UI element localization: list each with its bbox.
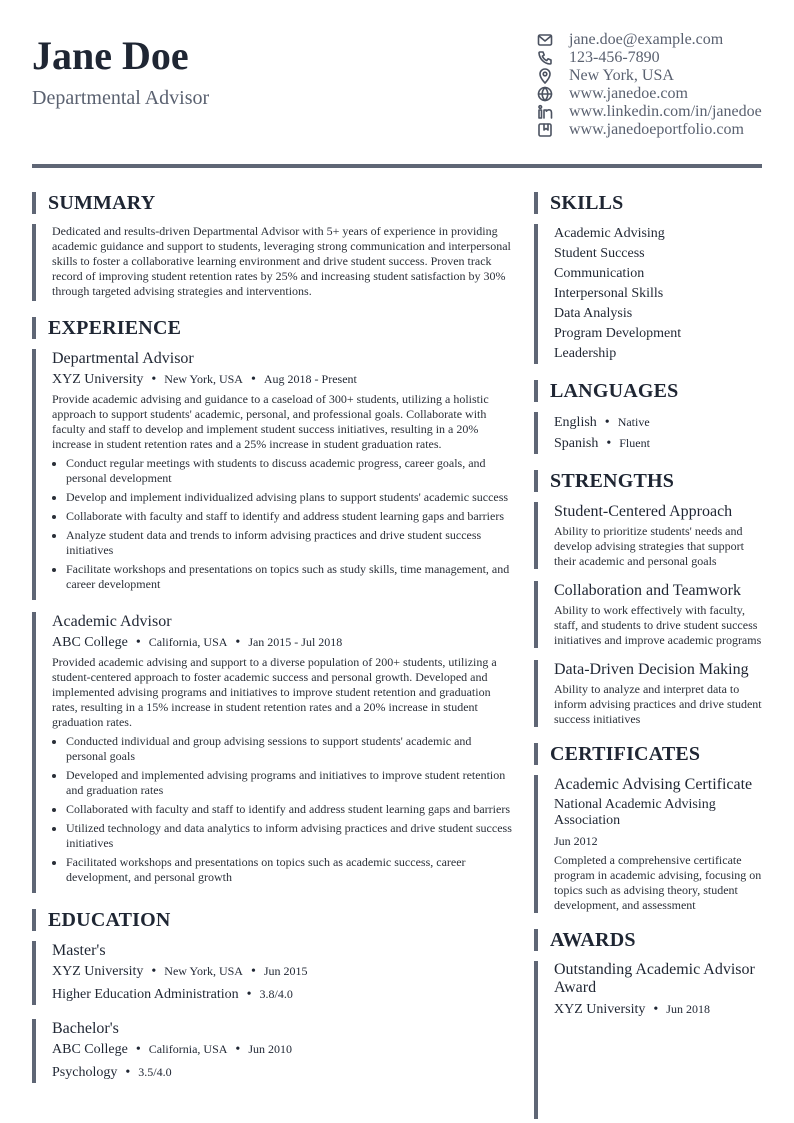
job-bullet: • Conduct regular meetings with students to discuss academic progress, career goals, and personal development (66, 456, 512, 486)
skill-item: Interpersonal Skills (554, 286, 664, 301)
education-date: Jun 2010 (248, 1042, 292, 1056)
portfolio-icon (536, 121, 554, 139)
award-title: Outstanding Academic Advisor Award (554, 961, 755, 996)
separator-dot: • (135, 635, 141, 650)
separator-dot: • (606, 436, 612, 451)
contact-phone-text[interactable]: 123-456-7890 (569, 49, 660, 66)
strengths-heading: STRENGTHS (534, 470, 762, 492)
contact-email[interactable] (536, 31, 786, 49)
contact-email-text[interactable]: jane.doe@example.com (569, 31, 724, 48)
award-meta (554, 999, 762, 1020)
education-degree: Master's (52, 942, 106, 959)
left-column (32, 192, 512, 1097)
separator-dot: • (125, 1065, 131, 1080)
language-name: Spanish (554, 436, 599, 451)
languages-heading: LANGUAGES (534, 380, 762, 402)
certificates-heading: CERTIFICATES (534, 743, 762, 765)
job-bullet: • Conducted individual and group advising sessions to support students' academic and personal goals (66, 734, 512, 764)
skill-item: Program Development (554, 326, 682, 341)
separator-dot: • (250, 964, 256, 979)
education-entry (32, 1019, 512, 1083)
job-bullet: • Develop and implement individualized advising plans to support students' academic success (66, 490, 512, 505)
job-location: California, USA (148, 635, 228, 649)
contact-linkedin[interactable] (536, 103, 786, 121)
candidate-title: Departmental Advisor (32, 87, 210, 109)
language-level: Native (617, 415, 650, 429)
language-item (554, 433, 762, 454)
education-location: New York, USA (164, 964, 243, 978)
language-item (554, 412, 762, 433)
strength-item (534, 660, 762, 727)
strength-description: Ability to work effectively with faculty, staff, and students to drive student success initiatives and improve academic programs (554, 603, 762, 647)
education-school: XYZ University (52, 964, 144, 979)
job-bullet: • Utilized technology and data analytics to inform advising practices and drive student success initiatives (66, 821, 512, 851)
language-name: English (554, 415, 597, 430)
job-description: Provide academic advising and guidance to a caseload of 300+ students, utilizing a holistic approach to support students' academic, personal, and professional goals. Collaborate with faculty and staff to develop and implement student success initiatives, resulting in a 20% increase in student retention rates and a 25% increase in student graduation rates. (52, 392, 489, 451)
job-dates: Aug 2018 - Present (263, 372, 357, 386)
summary-heading: SUMMARY (32, 192, 512, 214)
contact-location-text: New York, USA (569, 67, 674, 84)
candidate-name: Jane Doe (32, 33, 189, 78)
education-field: Psychology (52, 1065, 118, 1080)
strength-description: Ability to analyze and interpret data to inform advising practices and drive student success initiatives (554, 682, 762, 726)
header-divider (32, 164, 762, 168)
contact-website[interactable] (536, 85, 786, 103)
job-title: Departmental Advisor (52, 350, 194, 367)
separator-dot: • (235, 635, 241, 650)
job-bullets (52, 456, 512, 592)
job-bullet: • Analyze student data and trends to inform advising practices and drive student success initiatives (66, 528, 512, 558)
skill-item: Academic Advising (554, 226, 665, 241)
job-company: XYZ University (52, 372, 144, 387)
education-field-row (52, 1062, 512, 1083)
skill-item: Leadership (554, 346, 617, 361)
strength-item (534, 581, 762, 648)
education-entry (32, 941, 512, 1005)
skill-item: Communication (554, 266, 645, 281)
separator-dot: • (246, 987, 252, 1002)
job-company: ABC College (52, 635, 128, 650)
job-bullet: • Collaborated with faculty and staff to identify and address student learning gaps and barriers (66, 802, 512, 817)
education-gpa: 3.8/4.0 (259, 987, 293, 1001)
contact-location (536, 67, 786, 85)
right-column (534, 192, 762, 1119)
separator-dot: • (250, 372, 256, 387)
separator-dot: • (235, 1042, 241, 1057)
strength-title: Data-Driven Decision Making (554, 661, 749, 678)
certificate-title: Academic Advising Certificate (554, 776, 753, 793)
separator-dot: • (604, 415, 610, 430)
separator-dot: • (653, 1002, 659, 1017)
certificate-item (534, 775, 762, 913)
summary-text: Dedicated and results-driven Departmental Advisor with 5+ years of experience in providing academic guidance and support to students, leveraging strong communication and interpersonal skills to foster a collaborative learning environment and drive student success. Proven track record of improving student retention rates by 25% and increasing student satisfaction by 30% through targeted advising strategies and interventions. (52, 224, 511, 298)
award-issuer: XYZ University (554, 1002, 646, 1017)
contact-list (536, 31, 786, 139)
contact-portfolio[interactable] (536, 121, 786, 139)
education-date: Jun 2015 (263, 964, 308, 978)
job-dates: Jan 2015 - Jul 2018 (248, 635, 343, 649)
education-field-row (52, 984, 512, 1005)
phone-icon (536, 49, 554, 67)
education-degree: Bachelor's (52, 1020, 119, 1037)
contact-portfolio-link[interactable]: www.janedoeportfolio.com (569, 121, 744, 138)
education-heading: EDUCATION (32, 909, 512, 931)
skill-item: Student Success (554, 246, 645, 261)
language-level: Fluent (619, 436, 650, 450)
strength-title: Collaboration and Teamwork (554, 582, 741, 599)
skills-heading: SKILLS (534, 192, 762, 214)
experience-heading: EXPERIENCE (32, 317, 512, 339)
job-bullet: • Facilitated workshops and presentations on topics such as academic success, career development, and personal growth (66, 855, 512, 885)
job-bullet: • Facilitate workshops and presentations on topics such as study skills, time management, and career development (66, 562, 512, 592)
award-date: Jun 2018 (666, 1002, 710, 1016)
separator-dot: • (135, 1042, 141, 1057)
job-bullet: • Collaborate with faculty and staff to identify and address student learning gaps and barriers (66, 509, 512, 524)
skills-section (534, 224, 762, 364)
contact-phone[interactable] (536, 49, 786, 67)
award-item (534, 961, 762, 1119)
strength-item (534, 502, 762, 569)
awards-heading: AWARDS (534, 929, 762, 951)
strength-description: Ability to prioritize students' needs and develop advising strategies that support their academic and personal goals (554, 524, 744, 568)
education-field: Higher Education Administration (52, 987, 239, 1002)
languages-section (534, 412, 762, 454)
contact-linkedin-link[interactable]: www.linkedin.com/in/janedoe (569, 103, 762, 120)
job-meta (52, 369, 512, 390)
job-entry (32, 612, 512, 893)
summary-section (32, 224, 512, 301)
separator-dot: • (151, 964, 157, 979)
linkedin-icon (536, 103, 554, 121)
education-school: ABC College (52, 1042, 128, 1057)
contact-website-link[interactable]: www.janedoe.com (569, 85, 688, 102)
certificate-issuer: National Academic Advising Association (554, 797, 716, 828)
education-meta (52, 961, 512, 982)
job-location: New York, USA (164, 372, 243, 386)
skill-item: Data Analysis (554, 306, 633, 321)
job-description: Provided academic advising and support to a diverse population of 200+ students, utilizing a student-centered approach to foster academic success and personal growth. Developed and implemented advising programs and initiatives to improve student retention and graduation rates, resulting in a 15% increase in student retention rates and a 20% increase in student graduation rates. (52, 655, 497, 729)
map-pin-icon (536, 67, 554, 85)
education-gpa: 3.5/4.0 (138, 1065, 172, 1079)
education-location: California, USA (148, 1042, 228, 1056)
certificate-description: Completed a comprehensive certificate program in academic advising, focusing on topics such as advising theory, student development, and assessment (554, 853, 762, 912)
job-bullets (52, 734, 512, 885)
mail-icon (536, 31, 554, 49)
strength-title: Student-Centered Approach (554, 503, 733, 520)
job-meta (52, 632, 512, 653)
globe-icon (536, 85, 554, 103)
job-entry (32, 349, 512, 600)
job-bullet: • Developed and implemented advising programs and initiatives to improve student retention and graduation rates (66, 768, 512, 798)
job-title: Academic Advisor (52, 613, 172, 630)
certificate-date: Jun 2012 (554, 834, 598, 848)
separator-dot: • (151, 372, 157, 387)
education-meta (52, 1039, 512, 1060)
